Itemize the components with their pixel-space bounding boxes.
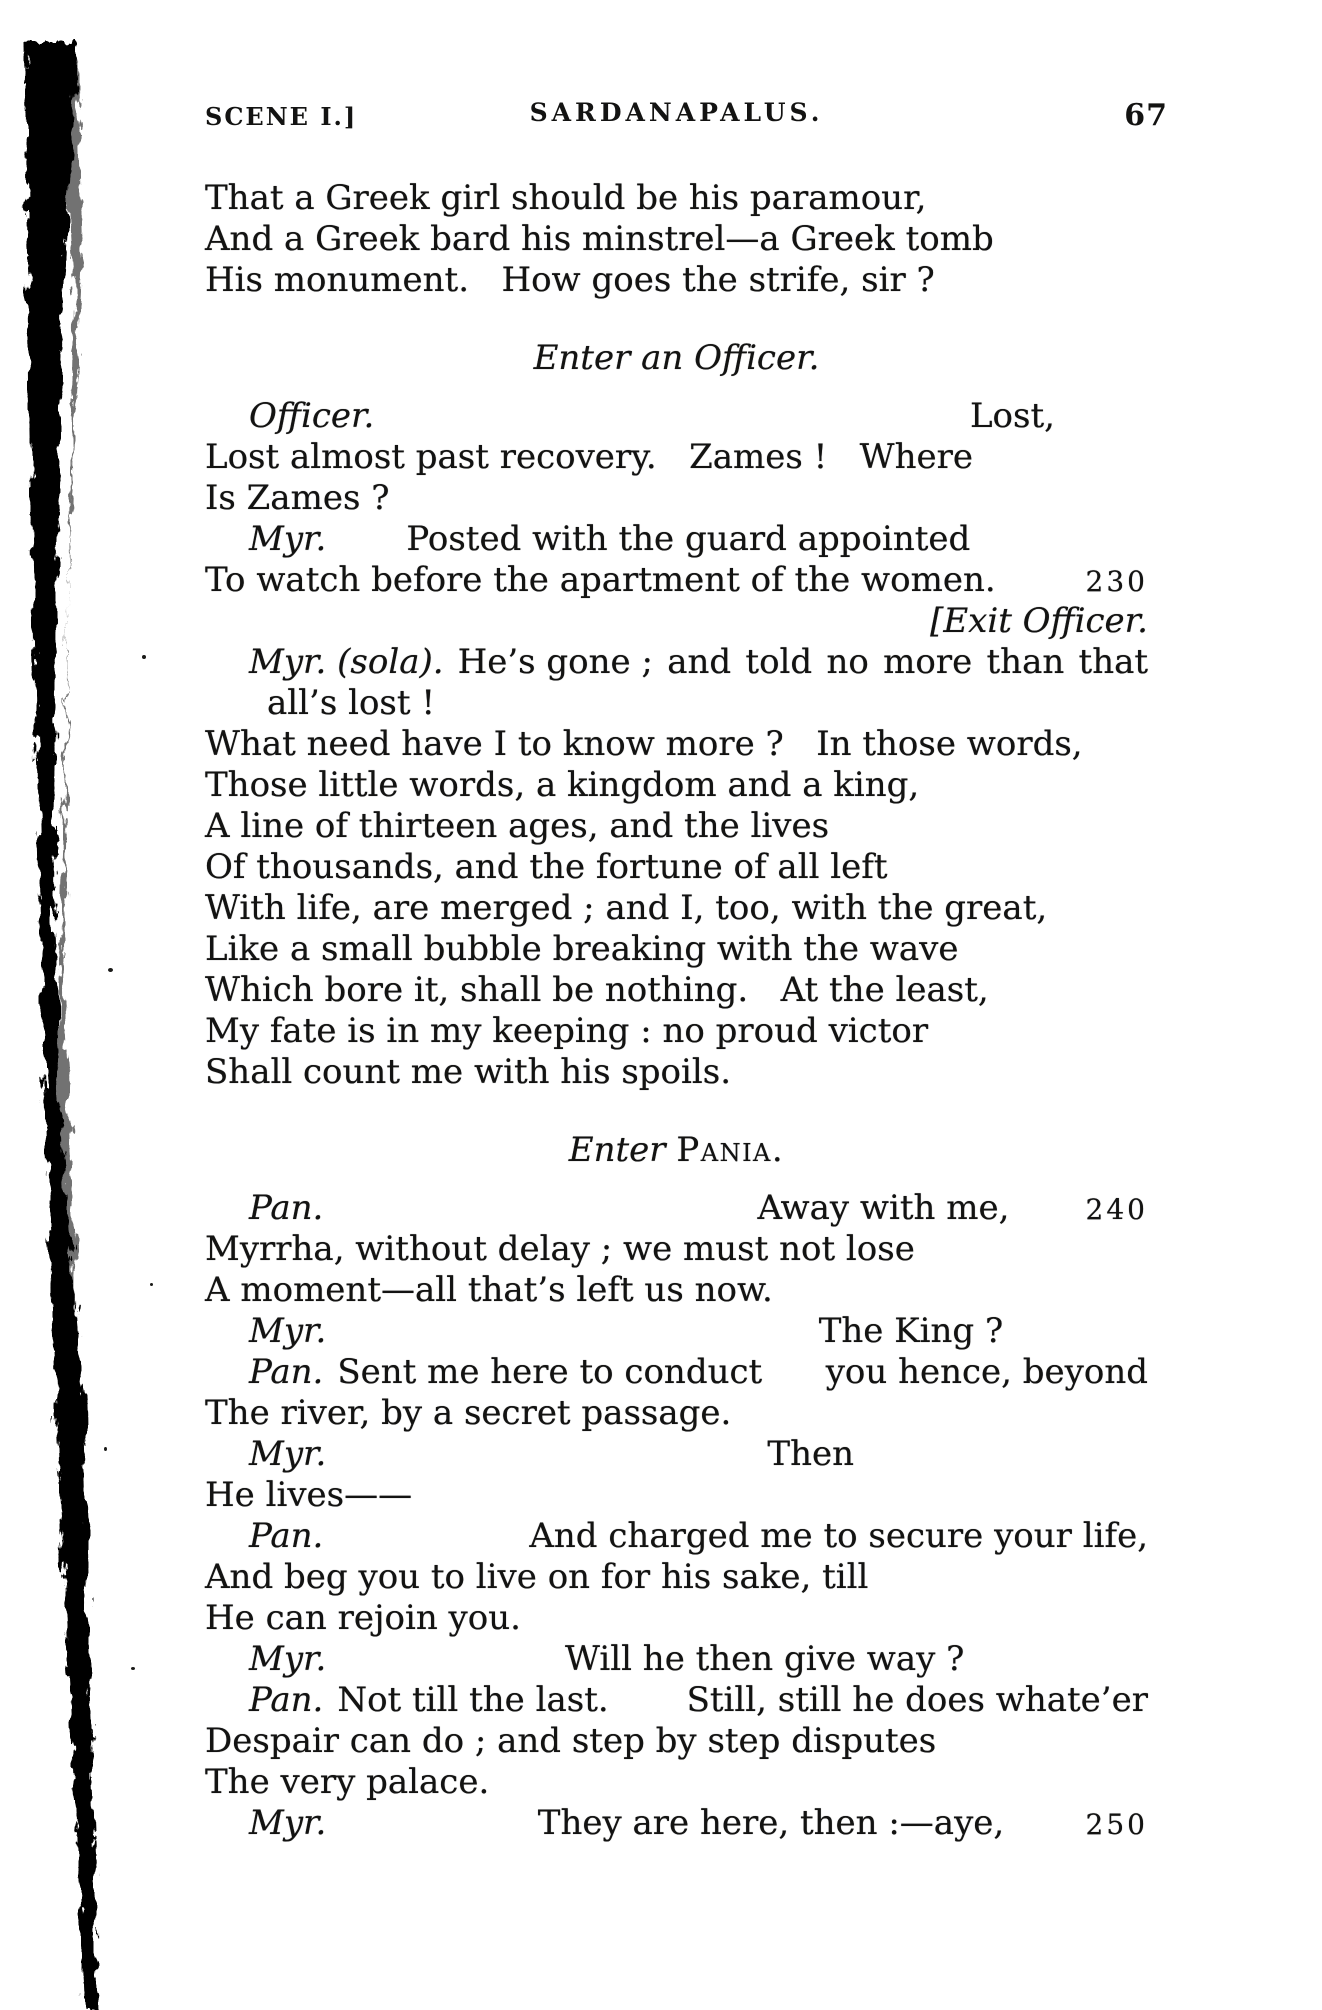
play-line xyxy=(205,1434,1148,1475)
line-text: And a Greek bard his minstrel—a Greek tomb xyxy=(205,219,994,259)
play-line xyxy=(205,683,1148,724)
speaker-name: Myr. (sola). xyxy=(249,642,444,682)
line-text: Myrrha, without delay ; we must not lose xyxy=(205,1229,915,1269)
line-text: Enter an Officer. xyxy=(533,338,820,378)
play-line xyxy=(205,178,1148,219)
play-line xyxy=(205,1557,1148,1598)
play-line xyxy=(205,1011,1148,1052)
stage-direction xyxy=(205,601,1148,642)
spacer xyxy=(854,1434,1148,1475)
spacer xyxy=(326,1803,537,1844)
spacer xyxy=(1009,1188,1085,1229)
page-number: 67 xyxy=(1124,98,1168,133)
line-text: A line of thirteen ages, and the lives xyxy=(205,806,830,846)
running-title: SARDANAPALUS. xyxy=(529,98,824,127)
line-text: To watch before the apartment of the women. xyxy=(205,560,996,600)
spacer xyxy=(731,642,745,683)
line-text: Sent me here to conduct xyxy=(337,1352,763,1392)
line-text: And charged me to secure your life, xyxy=(529,1516,1148,1556)
play-line xyxy=(205,1475,1148,1516)
play-line xyxy=(205,478,1148,519)
play-line xyxy=(205,1270,1148,1311)
line-number: 250 xyxy=(1085,1808,1148,1841)
play-line xyxy=(205,642,1148,683)
play-line xyxy=(205,847,1148,888)
line-text: And beg you to live on for his sake, till xyxy=(205,1557,869,1597)
line-text: Pania. xyxy=(676,1130,785,1170)
binding-shadow xyxy=(0,0,130,2010)
line-text: What need have I to know more ? In those words, xyxy=(205,724,1083,764)
play-line xyxy=(205,929,1148,970)
play-line xyxy=(205,1762,1148,1803)
spacer xyxy=(964,1639,1148,1680)
play-line xyxy=(205,888,1148,929)
speaker-name: Pan. xyxy=(249,1352,324,1392)
line-text: than xyxy=(986,642,1065,682)
spacer xyxy=(972,642,986,683)
speaker-name: Pan. xyxy=(249,1680,324,1720)
play-line xyxy=(205,970,1148,1011)
stage-direction xyxy=(205,338,1148,379)
scan-speck xyxy=(131,1667,135,1670)
line-text: His monument. How goes the strife, sir ? xyxy=(205,260,935,300)
line-text: all’s lost ! xyxy=(267,683,436,723)
speaker-name: Pan. xyxy=(249,1516,324,1556)
line-text: That a Greek girl should be his paramour, xyxy=(205,178,927,218)
line-text: Those little words, a kingdom and a king, xyxy=(205,765,920,805)
play-line xyxy=(205,1188,1148,1229)
line-text: The very palace. xyxy=(205,1762,490,1802)
speaker-name: Myr. xyxy=(249,519,327,559)
play-line xyxy=(205,1393,1148,1434)
line-text: He can rejoin you. xyxy=(205,1598,521,1638)
spacer xyxy=(812,642,826,683)
play-line xyxy=(205,1803,1148,1844)
play-line xyxy=(205,1598,1148,1639)
play-line xyxy=(205,437,1148,478)
spacer xyxy=(323,1352,337,1393)
line-text: Away with me, xyxy=(757,1188,1010,1228)
spacer xyxy=(1003,1311,1148,1352)
line-text: The river, by a secret passage. xyxy=(205,1393,732,1433)
play-line xyxy=(205,1311,1148,1352)
line-text: you hence, beyond xyxy=(825,1352,1148,1392)
line-text: Lost almost past recovery. Zames ! Where xyxy=(205,437,974,477)
spacer xyxy=(1064,642,1078,683)
line-number: 240 xyxy=(1085,1193,1148,1226)
play-line xyxy=(205,1229,1148,1270)
speaker-name: Pan. xyxy=(249,1188,324,1228)
line-text: Still, still he does whate’er xyxy=(686,1680,1148,1720)
spacer xyxy=(1004,1803,1085,1844)
line-text: They are here, then :—aye, xyxy=(537,1803,1005,1843)
play-line xyxy=(205,1721,1148,1762)
page-header xyxy=(205,98,1168,133)
play-line xyxy=(205,1516,1148,1557)
spacer xyxy=(326,1434,767,1475)
line-text: A moment—all that’s left us now. xyxy=(205,1270,773,1310)
spacer xyxy=(869,642,883,683)
speaker-name: Officer. xyxy=(249,396,375,436)
line-text: more xyxy=(883,642,973,682)
spacer xyxy=(323,1516,529,1557)
play-line xyxy=(205,260,1148,301)
spacer xyxy=(374,396,970,437)
line-text: Like a small bubble breaking with the wave xyxy=(205,929,959,969)
play-line xyxy=(205,519,1148,560)
line-text: Lost, xyxy=(969,396,1055,436)
line-text: Is Zames ? xyxy=(205,478,390,518)
line-text: My fate is in my keeping : no proud victor xyxy=(205,1011,929,1051)
stage-direction xyxy=(205,1130,1148,1171)
speaker-name: Myr. xyxy=(249,1803,327,1843)
speaker-name: Myr. xyxy=(249,1639,327,1679)
scene-label: SCENE I.] xyxy=(205,102,358,131)
line-text: Then xyxy=(767,1434,854,1474)
play-line xyxy=(205,724,1148,765)
line-text: no xyxy=(826,642,869,682)
line-text: Of thousands, and the fortune of all left xyxy=(205,847,888,887)
spacer xyxy=(323,1680,337,1721)
play-line xyxy=(205,1680,1148,1721)
line-text: Not till the last. xyxy=(337,1680,609,1720)
spacer xyxy=(323,1188,757,1229)
play-line xyxy=(205,560,1148,601)
line-text: Despair can do ; and step by step disputes xyxy=(205,1721,937,1761)
play-line xyxy=(205,806,1148,847)
line-text: Shall count me with his spoils. xyxy=(205,1052,732,1092)
line-text: With life, are merged ; and I, too, with the great, xyxy=(205,888,1048,928)
spacer xyxy=(326,519,406,560)
spacer xyxy=(326,1639,565,1680)
spacer xyxy=(996,560,1086,601)
scan-speck xyxy=(108,968,113,972)
line-text: that xyxy=(1078,642,1149,682)
line-text: Enter xyxy=(568,1130,677,1170)
play-line xyxy=(205,219,1148,260)
line-text: and xyxy=(667,642,732,682)
line-text: Posted with the guard appointed xyxy=(406,519,971,559)
speaker-name: Myr. xyxy=(249,1434,327,1474)
scan-speck xyxy=(104,1447,107,1451)
spacer xyxy=(653,642,667,683)
spacer xyxy=(444,642,458,683)
line-text: Will he then give way ? xyxy=(565,1639,965,1679)
line-text: told xyxy=(745,642,813,682)
line-text: The King ? xyxy=(818,1311,1004,1351)
line-text: [Exit Officer. xyxy=(930,601,1148,641)
spacer xyxy=(762,1352,825,1393)
play-line xyxy=(205,1352,1148,1393)
play-line xyxy=(205,1052,1148,1093)
line-number: 230 xyxy=(1085,565,1148,598)
play-line xyxy=(205,1639,1148,1680)
line-text: He’s gone ; xyxy=(457,642,653,682)
play-line xyxy=(205,396,1148,437)
text-block xyxy=(205,178,1148,1844)
scan-speck xyxy=(150,1283,153,1286)
spacer xyxy=(1055,396,1148,437)
spacer xyxy=(326,1311,818,1352)
line-text: He lives—— xyxy=(205,1475,413,1515)
spacer xyxy=(609,1680,687,1721)
line-text: Which bore it, shall be nothing. At the least, xyxy=(205,970,989,1010)
speaker-name: Myr. xyxy=(249,1311,327,1351)
scan-speck xyxy=(142,655,146,659)
play-line xyxy=(205,765,1148,806)
